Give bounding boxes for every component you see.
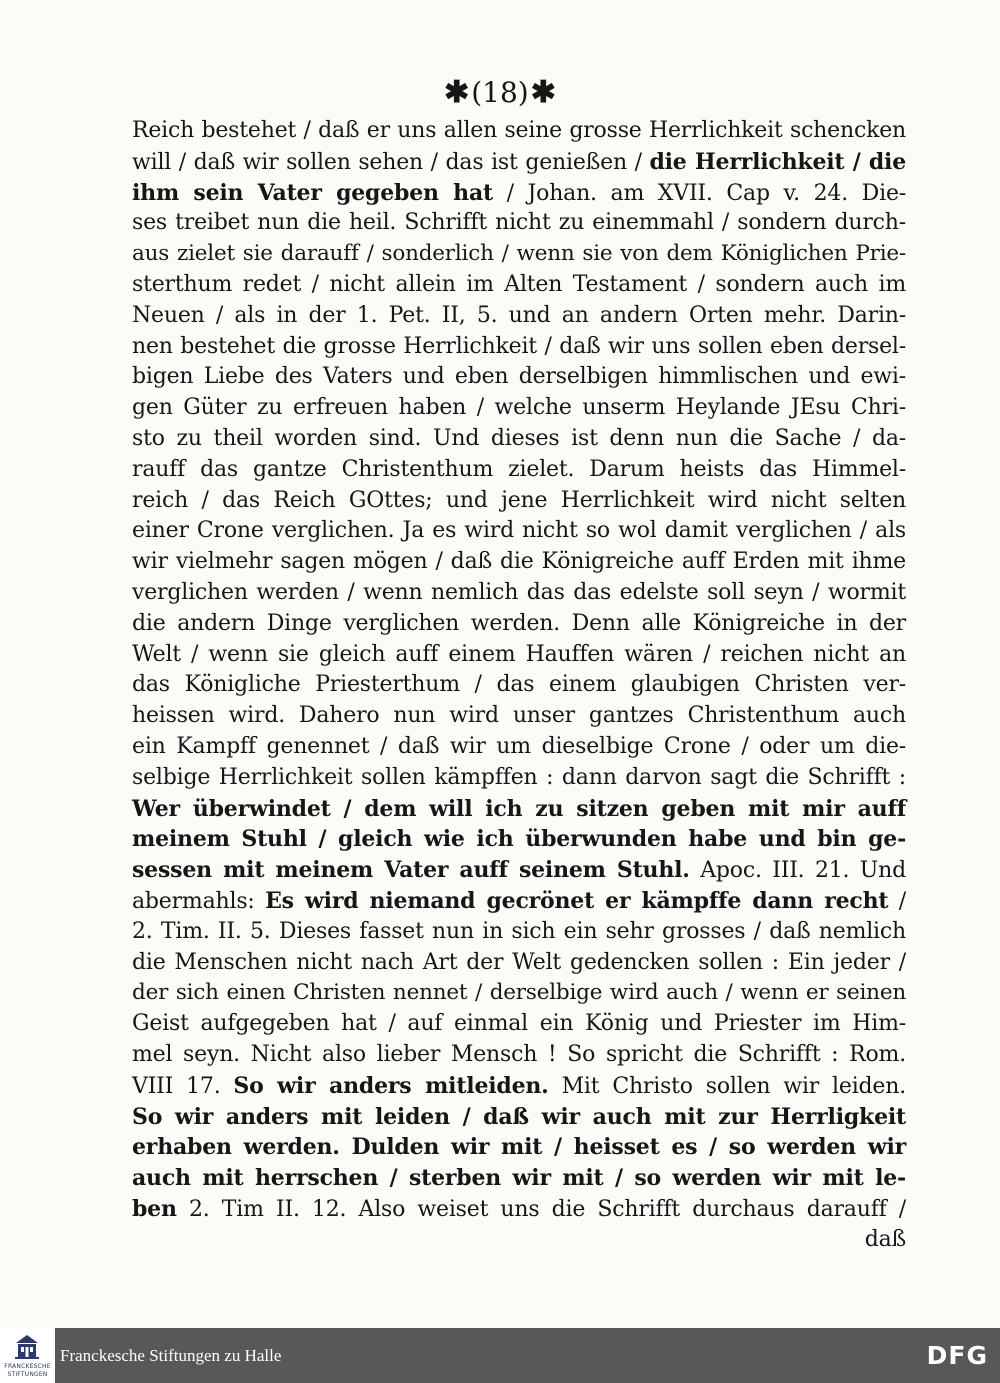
dfg-logo[interactable]: DFG (926, 1341, 988, 1370)
text-segment: aus zielet sie darauff / sonderlich / wenn sie von dem Königlichen Prie- (132, 241, 906, 267)
text-line (132, 855, 906, 886)
text-line (132, 670, 906, 701)
text-line (132, 455, 906, 486)
emphasis-text: ben (132, 1195, 177, 1222)
text-line (132, 794, 906, 825)
emphasis-text: Es wird niemand gecrönet er kämpffe dann recht (265, 887, 889, 914)
text-segment: selbige Herrlichkeit sollen kämpffen : dann darvon sagt die Schrifft : (132, 764, 906, 790)
text-line (132, 640, 906, 671)
text-segment: rauff das gantze Christenthum zielet. Darum heists das Himmel- (132, 456, 906, 482)
text-line (132, 824, 906, 855)
emphasis-text: So wir anders mitleiden. (233, 1072, 549, 1099)
text-line (132, 948, 906, 979)
emphasis-text: sessen mit meinem Vater auff seinem Stuhl. (132, 857, 690, 884)
text-line (132, 270, 906, 301)
text-line (132, 917, 906, 948)
emphasis-text: So wir anders mit leiden / daß wir auch mit zur Herrligkeit (132, 1103, 906, 1130)
text-segment: einer Crone verglichen. Ja es wird nicht so wol damit verglichen / als (132, 518, 906, 544)
text-segment: / Johan. am XVII. Cap v. 24. Die- (492, 180, 907, 206)
text-line (132, 547, 906, 578)
text-segment: die andern Dinge verglichen werden. Denn alle Königreiche in der (132, 610, 906, 636)
text-segment: abermahls: (132, 888, 266, 914)
text-line (132, 178, 906, 209)
text-line (132, 732, 906, 763)
emphasis-text: auch mit herrschen / sterben wir mit / so werden wir mit le- (132, 1165, 906, 1192)
text-segment: reich / das Reich GOttes; und jene Herrlichkeit wird nicht selten (132, 487, 906, 513)
footer-bar (0, 1328, 1000, 1383)
text-line (132, 393, 906, 424)
text-line (132, 362, 906, 393)
francke-building-icon (12, 1333, 42, 1361)
text-segment: sto zu theil worden sind. Und dieses ist denn nun die Sache / da- (132, 425, 906, 451)
text-line (132, 1194, 906, 1225)
text-segment: Apoc. III. 21. Und (689, 858, 906, 884)
text-line (132, 886, 906, 917)
text-line (132, 116, 906, 147)
text-line (132, 578, 906, 609)
institution-logo[interactable] (0, 1328, 55, 1383)
text-line (132, 147, 906, 178)
text-segment: mel seyn. Nicht also lieber Mensch ! So spricht die Schrifft : Rom. (132, 1041, 906, 1067)
text-line (132, 701, 906, 732)
text-line (132, 301, 906, 332)
text-segment: gen Güter zu erfreuen haben / welche unserm Heylande JEsu Chri- (132, 395, 906, 421)
text-line (132, 1040, 906, 1071)
text-line (132, 239, 906, 270)
text-segment: 2. Tim II. 12. Also weiset uns die Schrifft durchaus darauff / (176, 1196, 906, 1222)
text-segment: nen bestehet die grosse Herrlichkeit / daß wir uns sollen eben dersel- (132, 333, 906, 359)
text-line (132, 1225, 906, 1256)
text-segment: Reich bestehet / daß er uns allen seine grosse Herrlichkeit schencken (132, 118, 906, 143)
text-segment: Mit Christo sollen wir leiden. (548, 1073, 906, 1099)
logo-text-1: FRANCKESCHE (4, 1363, 51, 1370)
text-line (132, 1009, 906, 1040)
emphasis-text: erhaben werden. Dulden wir mit / heisset es / so werden wir (132, 1134, 906, 1161)
text-segment: die Menschen nicht nach Art der Welt gedencken sollen : Ein jeder / (132, 949, 906, 975)
text-line (132, 208, 906, 239)
text-segment: / (888, 888, 906, 914)
logo-text-2: STIFTUNGEN (7, 1371, 48, 1378)
text-line (132, 486, 906, 517)
text-segment: Welt / wenn sie gleich auff einem Hauffen wären / reichen nicht an (132, 641, 906, 667)
page-number: (18) (471, 76, 529, 109)
text-segment: bigen Liebe des Vaters und eben derselbigen himmlischen und ewi- (132, 364, 906, 390)
text-line (132, 516, 906, 547)
text-segment: verglichen werden / wenn nemlich das das edelste soll seyn / wormit (132, 579, 906, 605)
text-segment: das Königliche Priesterthum / das einem glaubigen Christen ver- (132, 672, 906, 698)
text-line (132, 424, 906, 455)
ornament-right-icon: ✱ (530, 75, 556, 110)
text-segment: sterthum redet / nicht allein im Alten Testament / sondern auch im (132, 271, 906, 297)
text-line (132, 763, 906, 794)
text-line (132, 1071, 906, 1102)
ornament-left-icon: ✱ (444, 75, 470, 110)
text-segment: wir vielmehr sagen mögen / daß die Königreiche auff Erden mit ihme (132, 549, 906, 575)
emphasis-text: ihm sein Vater gegeben hat (132, 179, 493, 206)
text-segment: Geist aufgegeben hat / auf einmal ein König und Priester im Him- (132, 1011, 906, 1037)
emphasis-text: meinem Stuhl / gleich wie ich überwunden habe und bin ge- (132, 826, 906, 853)
text-line (132, 1163, 906, 1194)
text-segment: VIII 17. (132, 1073, 234, 1099)
page-header (0, 73, 1000, 113)
text-line (132, 332, 906, 363)
text-segment: ein Kampff genennet / daß wir um dieselbige Crone / oder um die- (132, 733, 906, 759)
text-segment: heissen wird. Dahero nun wird unser gantzes Christenthum auch (132, 703, 906, 729)
emphasis-text: Wer überwindet / dem will ich zu sitzen geben mit mir auff (132, 795, 906, 822)
text-line (132, 978, 906, 1009)
text-line (132, 1102, 906, 1133)
institution-name[interactable]: Franckesche Stiftungen zu Halle (60, 1346, 282, 1365)
text-segment: der sich einen Christen nennet / derselbige wird auch / wenn er seinen (132, 980, 906, 1006)
text-line (132, 609, 906, 640)
text-segment: daß (864, 1226, 906, 1252)
text-segment: will / daß wir sollen sehen / das ist genießen / (132, 149, 650, 175)
body-text (132, 116, 906, 1255)
text-segment: 2. Tim. II. 5. Dieses fasset nun in sich ein sehr grosses / daß nemlich (132, 918, 906, 944)
text-segment: Neuen / als in der 1. Pet. II, 5. und an andern Orten mehr. Darin- (132, 302, 906, 328)
emphasis-text: die Herrlichkeit / die (649, 148, 906, 175)
text-line (132, 1132, 906, 1163)
text-segment: ses treibet nun die heil. Schrifft nicht zu einemmahl / sondern durch- (132, 210, 906, 236)
